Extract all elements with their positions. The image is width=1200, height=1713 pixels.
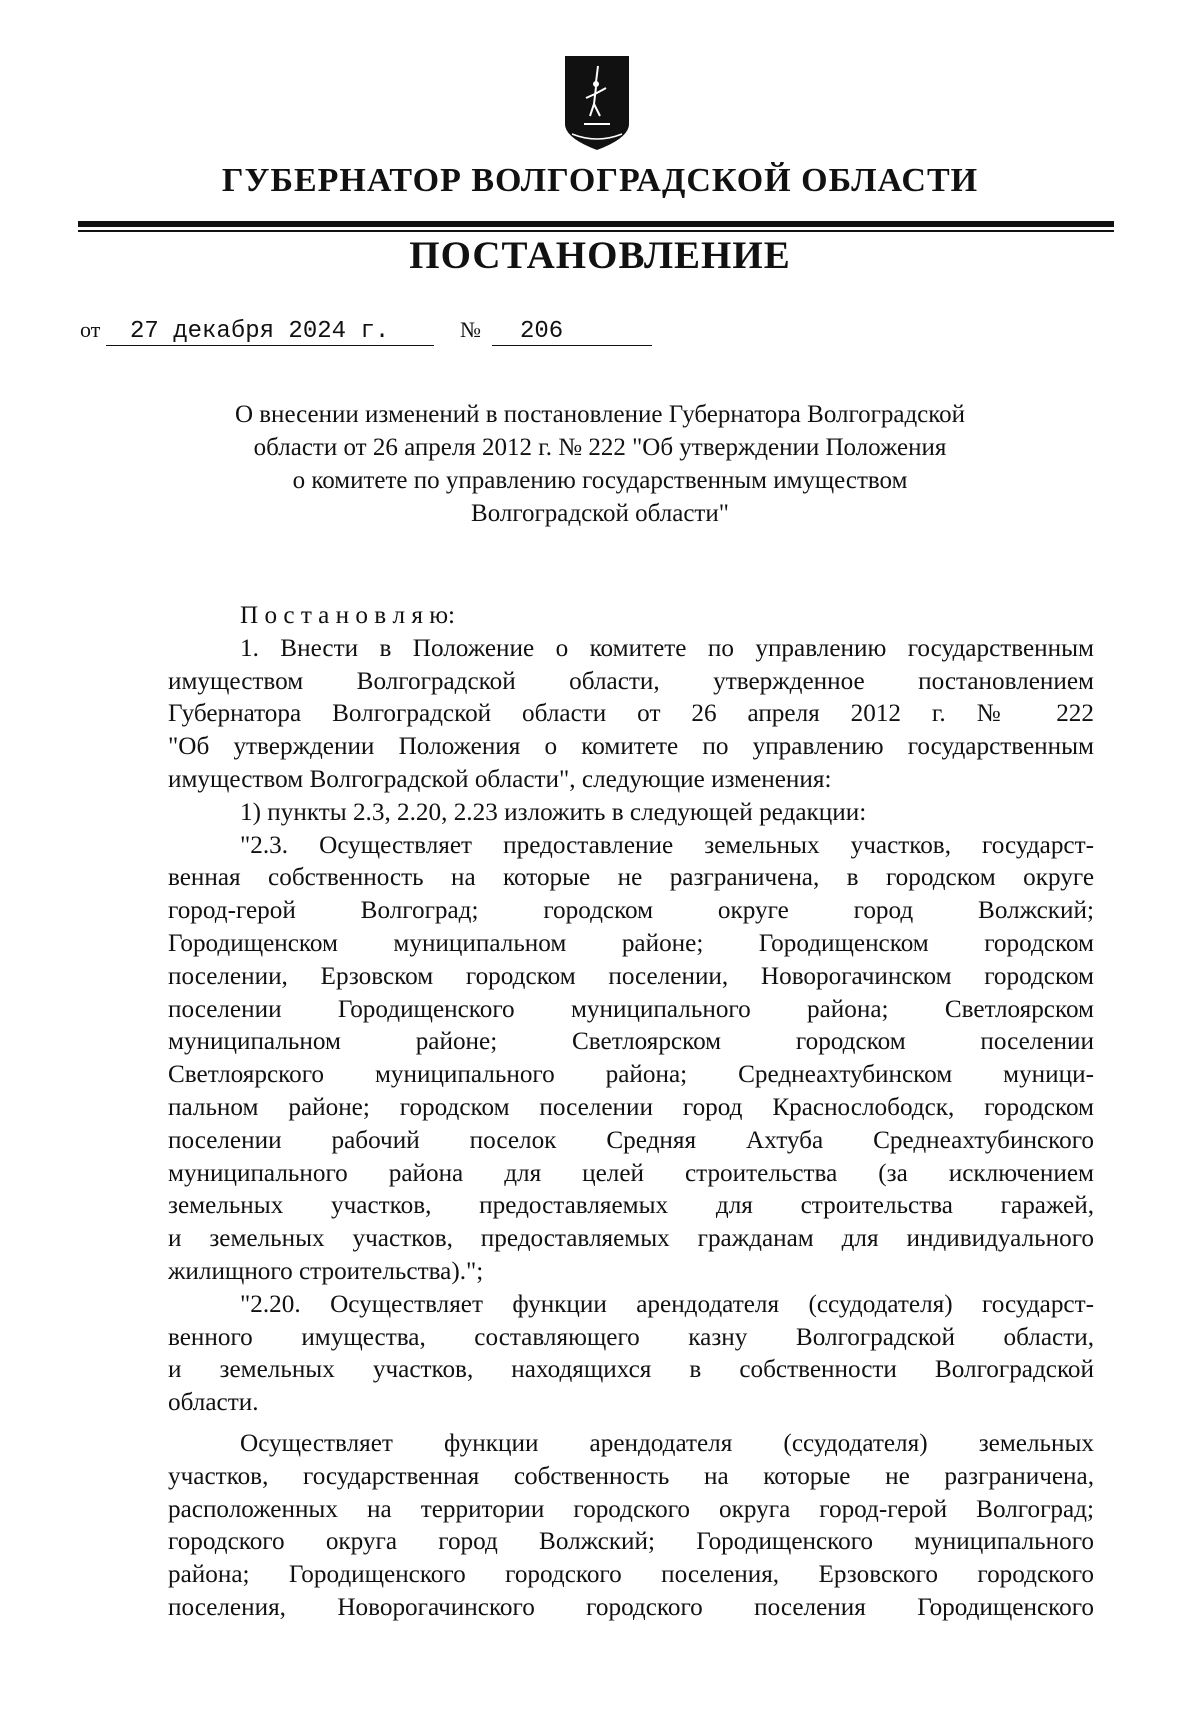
decree-word: П о с т а н о в л я ю: — [240, 602, 456, 629]
body-line: муниципальном районе; Светлоярском городском поселении — [168, 1028, 1094, 1056]
body-line: "Об утверждении Положения о комитете по управлению государственным — [168, 733, 1094, 761]
document-heading — [150, 398, 1050, 530]
body-line: района; Городищенского городского поселения, Ерзовского городского — [168, 1561, 1094, 1589]
number-prefix: № — [460, 317, 481, 342]
body-line: 1) пункты 2.3, 2.20, 2.23 изложить в следующей редакции: — [240, 798, 867, 826]
date-underline — [106, 345, 434, 346]
body-line: земельных участков, предоставляемых для строительства гаражей, — [168, 1192, 1094, 1220]
body-line: венная собственность на которые не разграничена, в городском округе — [168, 864, 1094, 892]
body-line: участков, государственная собственность на которые не разграничена, — [168, 1462, 1094, 1490]
body-line: поселении Городищенского муниципального района; Светлоярском — [168, 995, 1094, 1023]
number-underline — [492, 345, 652, 346]
body-line: поселения, Новорогачинского городского поселения Городищенского — [168, 1593, 1094, 1621]
coat-of-arms-icon — [562, 54, 632, 154]
authority-title: ГУБЕРНАТОР ВОЛГОГРАДСКОЙ ОБЛАСТИ — [221, 162, 979, 199]
body-line: поселении рабочий поселок Средняя Ахтуба Среднеахтубинского — [168, 1126, 1094, 1154]
date-prefix: от — [80, 317, 101, 342]
body-line: "2.3. Осуществляет предоставление земельных участков, государст- — [240, 831, 1094, 859]
body-line: имуществом Волгоградской области", следующие изменения: — [168, 765, 832, 793]
body-line: поселении, Ерзовском городском поселении, Новорогачинском городском — [168, 962, 1094, 990]
body-line: городского округа город Волжский; Городищенского муниципального — [168, 1528, 1094, 1556]
body-line: области. — [168, 1389, 259, 1417]
date-number-row — [80, 305, 720, 349]
body-line: Городищенском муниципальном районе; Городищенском городском — [168, 929, 1094, 957]
heading-line: О внесении изменений в постановление Губернатора Волгоградской — [234, 401, 966, 428]
header-divider-thin — [78, 230, 1114, 232]
body-line: Светлоярского муниципального района; Среднеахтубинском муници- — [168, 1061, 1094, 1089]
body-line: имуществом Волгоградской области, утвержденное постановлением — [168, 667, 1094, 695]
body-line: пальном районе; городском поселении город Краснослободск, городском — [168, 1093, 1094, 1121]
body-line: "2.20. Осуществляет функции арендодателя (ссудодателя) государст- — [240, 1290, 1094, 1318]
body-line: и земельных участков, предоставляемых гражданам для индивидуального — [168, 1225, 1094, 1253]
body-line: Губернатора Волгоградской области от 26 апреля 2012 г. № 222 — [168, 700, 1094, 728]
paragraph-gap — [168, 1420, 1094, 1428]
heading-line: Волгоградской области" — [471, 500, 729, 527]
document-body — [168, 600, 1094, 1625]
body-line: жилищного строительства)."; — [168, 1257, 484, 1285]
document-type-title: ПОСТАНОВЛЕНИЕ — [409, 234, 791, 277]
heading-line: о комитете по управлению государственным имуществом — [292, 467, 908, 494]
heading-line: области от 26 апреля 2012 г. № 222 "Об утверждении Положения — [253, 434, 947, 461]
document-number: 206 — [520, 318, 564, 345]
document-date: 27 декабря 2024 г. — [130, 318, 390, 345]
body-line: венного имущества, составляющего казну Волгоградской области, — [168, 1323, 1094, 1351]
body-line: расположенных на территории городского округа город-герой Волгоград; — [168, 1495, 1094, 1523]
body-line: муниципального района для целей строительства (за исключением — [168, 1159, 1094, 1187]
body-line: и земельных участков, находящихся в собственности Волгоградской — [168, 1356, 1094, 1384]
body-line: Осуществляет функции арендодателя (ссудодателя) земельных — [240, 1429, 1094, 1457]
body-line: город-герой Волгоград; городском округе город Волжский; — [168, 897, 1094, 925]
header-divider-thick — [78, 221, 1114, 227]
body-line: 1. Внести в Положение о комитете по управлению государственным — [240, 634, 1094, 662]
